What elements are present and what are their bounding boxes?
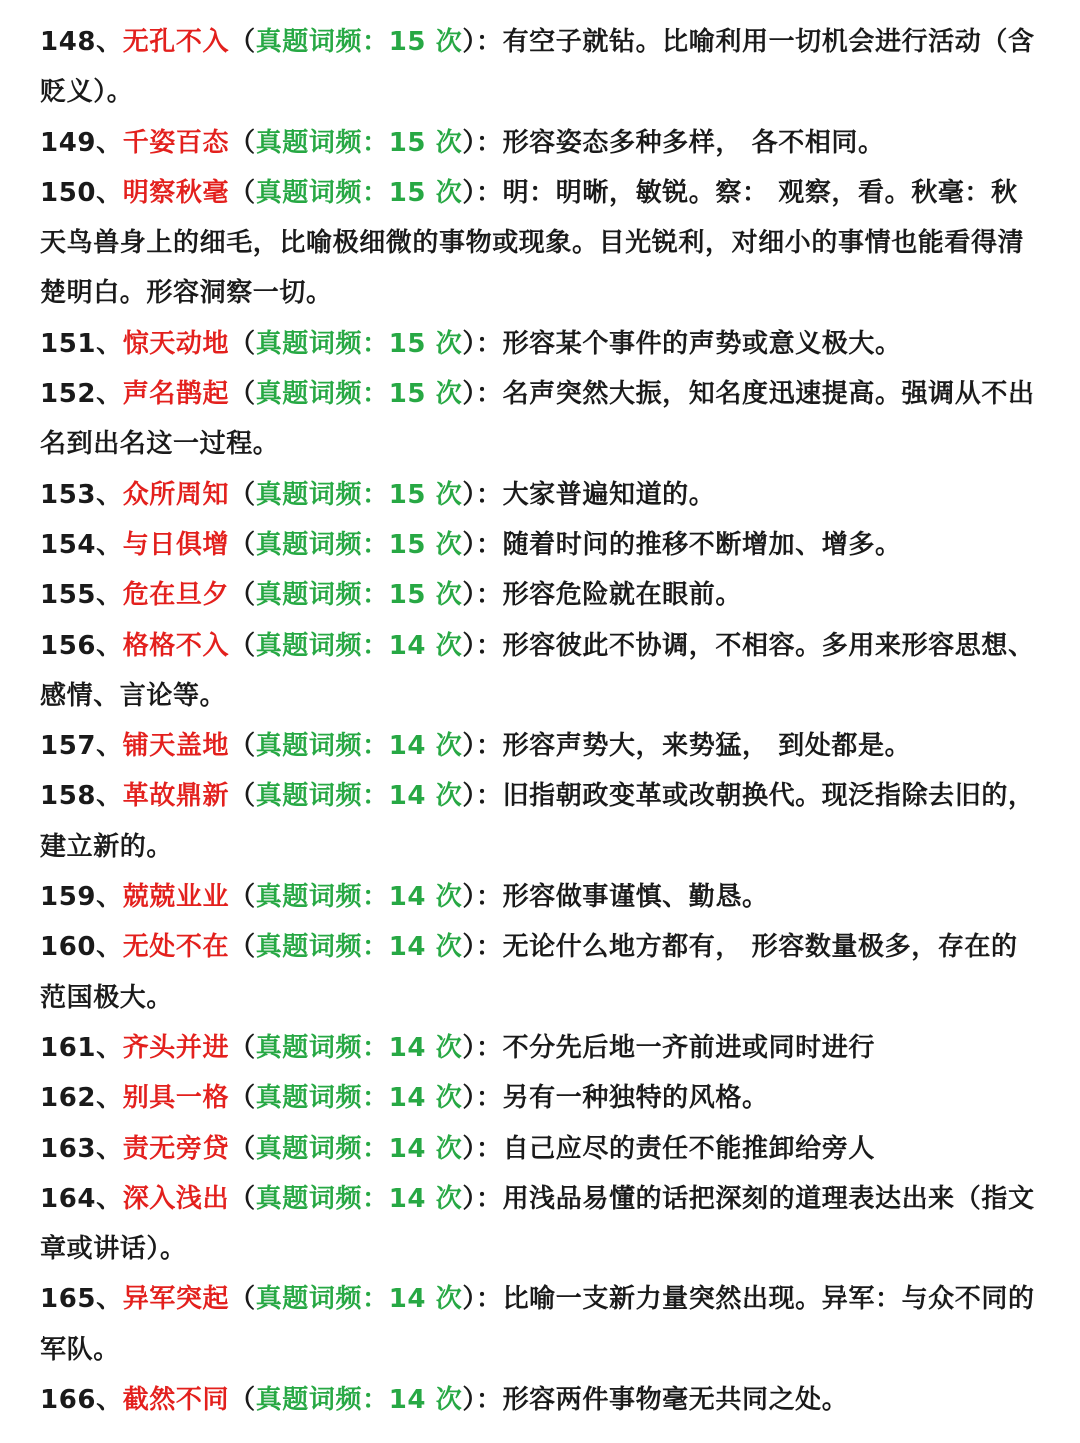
frequency-count: 14 — [388, 1284, 427, 1315]
entry-definition: 形容彼此不协调，不相容。多用来形容思想、感情、言论等。 — [40, 630, 1035, 711]
entry-number: 161 — [40, 1032, 97, 1063]
entry-separator: 、 — [96, 328, 123, 359]
paren-close: ）： — [462, 731, 503, 762]
paren-close: ）： — [462, 27, 503, 57]
entry-number: 151 — [40, 328, 97, 359]
entry-frequency — [256, 1033, 463, 1063]
paren-open: （ — [229, 1032, 256, 1063]
paren-open: （ — [229, 882, 256, 913]
idiom-entry — [40, 1375, 1040, 1425]
paren-close: ）： — [462, 1032, 503, 1063]
entry-separator: 、 — [96, 1083, 123, 1114]
paren-open: （ — [229, 932, 256, 963]
entry-definition: 形容某个事件的声势或意义极大。 — [502, 328, 902, 359]
entry-separator: 、 — [96, 882, 123, 913]
entry-definition: 比喻一支新力量突然出现。异军：与众不同的军队。 — [40, 1284, 1035, 1365]
frequency-unit: 次 — [435, 731, 463, 762]
paren-close: ）： — [462, 1385, 503, 1416]
entry-idiom: 铺天盖地 — [122, 731, 230, 762]
paren-close: ）： — [462, 479, 503, 510]
paren-open: （ — [229, 1133, 256, 1164]
frequency-label: 真题词频： — [255, 479, 389, 510]
entry-separator: 、 — [96, 379, 123, 410]
entry-number: 152 — [40, 379, 97, 410]
entry-definition: 有空子就钻。比喻利用一切机会进行活动（含贬义）。 — [40, 27, 1035, 108]
entry-number: 159 — [40, 882, 97, 913]
frequency-count: 14 — [388, 1183, 427, 1214]
frequency-count: 14 — [388, 932, 427, 963]
frequency-count: 15 — [388, 27, 427, 57]
entry-idiom: 截然不同 — [122, 1385, 230, 1416]
idiom-entry — [40, 721, 1040, 771]
frequency-unit: 次 — [435, 630, 463, 661]
paren-open: （ — [229, 328, 256, 359]
paren-close: ）： — [462, 328, 503, 359]
entry-definition: 形容声势大，来势猛， 到处都是。 — [502, 731, 912, 762]
entry-idiom: 声名鹊起 — [122, 379, 230, 410]
frequency-count: 15 — [388, 580, 427, 611]
entry-definition: 不分先后地一齐前进或同时进行 — [502, 1032, 875, 1063]
entry-idiom: 齐头并进 — [122, 1032, 230, 1063]
paren-open: （ — [229, 1385, 256, 1416]
idiom-entry — [40, 1023, 1040, 1073]
entry-separator: 、 — [96, 529, 123, 560]
entry-number: 157 — [40, 731, 97, 762]
frequency-count: 14 — [388, 1385, 427, 1416]
entry-separator: 、 — [96, 932, 123, 963]
entry-idiom: 革故鼎新 — [122, 781, 230, 812]
paren-open: （ — [229, 781, 256, 812]
entry-definition: 形容做事谨慎、勤恳。 — [502, 882, 769, 913]
paren-open: （ — [229, 1183, 256, 1214]
entry-number: 153 — [40, 479, 97, 510]
entry-separator: 、 — [96, 127, 123, 158]
frequency-label: 真题词频： — [255, 379, 389, 410]
entry-idiom: 别具一格 — [122, 1083, 230, 1114]
frequency-count: 15 — [388, 479, 427, 510]
entry-idiom: 千姿百态 — [122, 127, 230, 158]
idiom-entry — [40, 168, 1040, 319]
entry-number: 164 — [40, 1183, 97, 1214]
idiom-entry — [40, 922, 1040, 1023]
frequency-label: 真题词频： — [255, 328, 389, 359]
frequency-count: 14 — [388, 882, 427, 913]
entry-frequency — [256, 27, 463, 57]
frequency-unit: 次 — [435, 479, 463, 510]
frequency-label: 真题词频： — [255, 1385, 389, 1416]
frequency-unit: 次 — [435, 379, 463, 410]
frequency-unit: 次 — [435, 882, 463, 913]
paren-open: （ — [229, 1083, 256, 1114]
frequency-label: 真题词频： — [255, 932, 389, 963]
frequency-unit: 次 — [435, 328, 463, 359]
paren-open: （ — [229, 177, 256, 208]
entry-idiom: 深入浅出 — [122, 1183, 230, 1214]
frequency-unit: 次 — [435, 127, 463, 158]
entry-number: 148 — [40, 27, 97, 57]
idiom-entry — [40, 520, 1040, 570]
entry-frequency — [256, 128, 463, 158]
frequency-count: 14 — [388, 731, 427, 762]
entry-frequency — [256, 329, 463, 359]
paren-open: （ — [229, 27, 256, 57]
frequency-label: 真题词频： — [255, 630, 389, 661]
frequency-count: 14 — [388, 781, 427, 812]
entry-separator: 、 — [96, 27, 123, 57]
paren-close: ）： — [462, 932, 503, 963]
idiom-entry — [40, 470, 1040, 520]
frequency-label: 真题词频： — [255, 1083, 389, 1114]
paren-open: （ — [229, 580, 256, 611]
entry-frequency — [256, 1134, 463, 1164]
paren-close: ）： — [462, 1284, 503, 1315]
frequency-count: 15 — [388, 529, 427, 560]
entry-idiom: 危在旦夕 — [122, 580, 230, 611]
entry-number: 165 — [40, 1284, 97, 1315]
entry-frequency — [256, 580, 463, 610]
idiom-entry — [40, 872, 1040, 922]
frequency-unit: 次 — [435, 1032, 463, 1063]
entry-separator: 、 — [96, 1385, 123, 1416]
entry-number: 160 — [40, 932, 97, 963]
idiom-entry — [40, 118, 1040, 168]
paren-close: ）： — [462, 882, 503, 913]
frequency-count: 14 — [388, 1133, 427, 1164]
paren-open: （ — [229, 127, 256, 158]
entry-idiom: 异军突起 — [122, 1284, 230, 1315]
entry-frequency — [256, 731, 463, 761]
idiom-entry — [40, 621, 1040, 722]
entry-idiom: 责无旁贷 — [122, 1133, 230, 1164]
entry-idiom: 众所周知 — [122, 479, 230, 510]
frequency-label: 真题词频： — [255, 529, 389, 560]
entry-definition: 用浅品易懂的话把深刻的道理表达出来（指文章或讲话）。 — [40, 1183, 1035, 1265]
entry-number: 150 — [40, 177, 97, 208]
entry-separator: 、 — [96, 731, 123, 762]
entry-number: 149 — [40, 127, 97, 158]
paren-open: （ — [229, 529, 256, 560]
entry-frequency — [256, 1385, 463, 1415]
entry-definition: 自己应尽的责任不能推卸给旁人 — [502, 1133, 875, 1164]
entry-frequency — [256, 1284, 463, 1314]
entry-number: 155 — [40, 580, 97, 611]
entry-separator: 、 — [96, 1032, 123, 1063]
entry-separator: 、 — [96, 177, 123, 208]
frequency-unit: 次 — [435, 932, 463, 963]
idiom-entry — [40, 1073, 1040, 1123]
frequency-count: 15 — [388, 127, 427, 158]
frequency-label: 真题词频： — [255, 27, 389, 57]
paren-close: ）： — [462, 1133, 503, 1164]
paren-close: ）： — [462, 127, 503, 158]
entry-frequency — [256, 781, 463, 811]
frequency-unit: 次 — [435, 177, 463, 208]
entry-idiom: 无孔不入 — [122, 27, 230, 57]
frequency-label: 真题词频： — [255, 882, 389, 913]
entry-separator: 、 — [96, 1133, 123, 1164]
frequency-label: 真题词频： — [255, 731, 389, 762]
entry-definition: 明：明晰，敏锐。察： 观察，看。秋毫：秋天鸟兽身上的细毛，比喻极细微的事物或现象。目光锐利，对细小的事情也能看得清楚明白。形容洞察一切。 — [40, 177, 1025, 309]
paren-close: ）： — [462, 379, 503, 410]
entry-frequency — [256, 1184, 463, 1214]
entry-number: 154 — [40, 529, 97, 560]
entry-separator: 、 — [96, 479, 123, 510]
paren-close: ）： — [462, 177, 503, 208]
idiom-entry — [40, 1174, 1040, 1275]
frequency-count: 15 — [388, 379, 427, 410]
entry-number: 158 — [40, 781, 97, 812]
frequency-unit: 次 — [435, 529, 463, 560]
entry-frequency — [256, 1083, 463, 1113]
frequency-label: 真题词频： — [255, 127, 389, 158]
paren-close: ）： — [462, 630, 503, 661]
entry-frequency — [256, 631, 463, 661]
paren-open: （ — [229, 731, 256, 762]
paren-open: （ — [229, 379, 256, 410]
entry-separator: 、 — [96, 1284, 123, 1315]
entry-number: 156 — [40, 630, 97, 661]
idiom-entry — [40, 771, 1040, 872]
entry-frequency — [256, 530, 463, 560]
idiom-entry — [40, 1124, 1040, 1174]
frequency-count: 14 — [388, 1083, 427, 1114]
entry-separator: 、 — [96, 630, 123, 661]
entry-definition: 形容姿态多种多样， 各不相同。 — [502, 127, 885, 158]
idiom-entry — [40, 17, 1040, 118]
entry-frequency — [256, 932, 463, 962]
entry-definition: 无论什么地方都有， 形容数量极多，存在的范国极大。 — [40, 932, 1018, 1013]
entry-frequency — [256, 882, 463, 912]
frequency-unit: 次 — [435, 1183, 463, 1214]
frequency-label: 真题词频： — [255, 781, 389, 812]
entry-frequency — [256, 379, 463, 409]
entry-frequency — [256, 178, 463, 208]
paren-close: ）： — [462, 781, 503, 812]
frequency-label: 真题词频： — [255, 177, 389, 208]
frequency-unit: 次 — [435, 1385, 463, 1416]
frequency-count: 14 — [388, 630, 427, 661]
paren-open: （ — [229, 1284, 256, 1315]
paren-close: ）： — [462, 1183, 503, 1214]
idiom-entry — [40, 319, 1040, 369]
entry-idiom: 与日俱增 — [122, 529, 230, 560]
entry-idiom: 兢兢业业 — [122, 882, 230, 913]
entry-idiom: 惊天动地 — [122, 328, 230, 359]
entry-frequency — [256, 480, 463, 510]
paren-open: （ — [229, 479, 256, 510]
entry-number: 162 — [40, 1083, 97, 1114]
frequency-unit: 次 — [435, 27, 463, 57]
frequency-unit: 次 — [435, 580, 463, 611]
entry-definition: 形容两件事物毫无共同之处。 — [502, 1385, 849, 1416]
frequency-count: 15 — [388, 328, 427, 359]
frequency-label: 真题词频： — [255, 1133, 389, 1164]
entry-number: 163 — [40, 1133, 97, 1164]
frequency-label: 真题词频： — [255, 1284, 389, 1315]
frequency-count: 15 — [388, 177, 427, 208]
frequency-unit: 次 — [435, 1133, 463, 1164]
entry-idiom: 格格不入 — [122, 630, 230, 661]
idiom-entry — [40, 1274, 1040, 1375]
entry-definition: 旧指朝政变革或改朝换代。现泛指除去旧的，建立新的。 — [40, 781, 1035, 862]
frequency-count: 14 — [388, 1032, 427, 1063]
entry-definition: 名声突然大振，知名度迅速提高。强调从不出名到出名这一过程。 — [40, 379, 1035, 460]
entry-definition: 大家普遍知道的。 — [502, 479, 716, 510]
entry-number: 166 — [40, 1385, 97, 1416]
frequency-label: 真题词频： — [255, 1032, 389, 1063]
frequency-unit: 次 — [435, 781, 463, 812]
paren-close: ）： — [462, 529, 503, 560]
paren-close: ）： — [462, 1083, 503, 1114]
entry-separator: 、 — [96, 580, 123, 611]
frequency-label: 真题词频： — [255, 580, 389, 611]
entry-definition: 另有一种独特的风格。 — [502, 1083, 769, 1114]
frequency-unit: 次 — [435, 1284, 463, 1315]
entry-definition: 形容危险就在眼前。 — [502, 580, 742, 611]
entry-separator: 、 — [96, 1183, 123, 1214]
idiom-entry — [40, 570, 1040, 620]
entry-definition: 随着时问的推移不断增加、增多。 — [502, 529, 902, 560]
paren-close: ）： — [462, 580, 503, 611]
idiom-entry — [40, 369, 1040, 470]
entry-idiom: 无处不在 — [122, 932, 230, 963]
frequency-unit: 次 — [435, 1083, 463, 1114]
paren-open: （ — [229, 630, 256, 661]
entry-separator: 、 — [96, 781, 123, 812]
frequency-label: 真题词频： — [255, 1183, 389, 1214]
entry-idiom: 明察秋毫 — [122, 177, 230, 208]
